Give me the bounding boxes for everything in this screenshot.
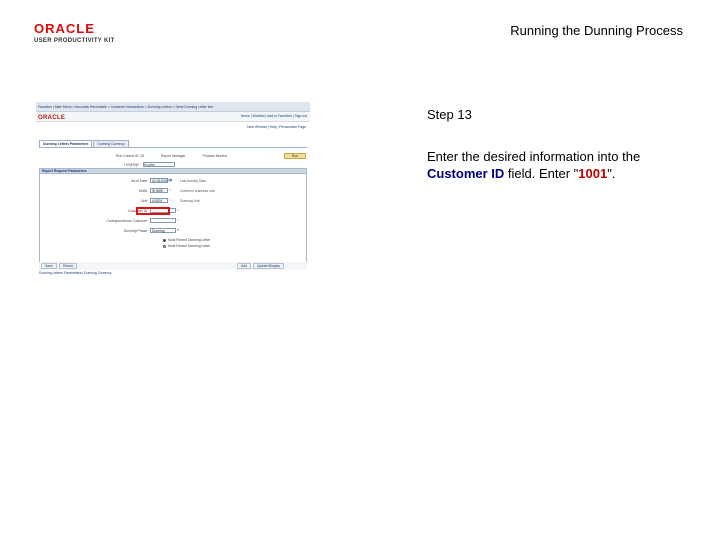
run-control-row bbox=[116, 154, 243, 158]
unit-row bbox=[40, 198, 308, 204]
setid-label: SetID: bbox=[138, 189, 148, 193]
correspondence-customer-row bbox=[40, 218, 308, 224]
logo-product: USER PRODUCTIVITY KIT bbox=[34, 38, 115, 44]
language-row bbox=[124, 162, 175, 167]
unit-desc: Dunning Unit bbox=[180, 199, 200, 203]
chevron-down-icon[interactable]: ▾ bbox=[177, 228, 179, 232]
correspondence-customer-label: Correspondence Customer: bbox=[106, 219, 148, 223]
dunning-phase-select[interactable]: Dunning bbox=[150, 228, 176, 233]
lookup-icon[interactable]: ⌕ bbox=[169, 188, 171, 192]
instruction-text-middle: field. Enter " bbox=[504, 166, 579, 181]
as-of-date-row bbox=[40, 178, 308, 184]
language-label: Language: bbox=[124, 162, 141, 167]
radio-selected-icon[interactable] bbox=[163, 239, 166, 242]
calendar-icon[interactable]: ▦ bbox=[169, 178, 173, 182]
run-button[interactable]: Run bbox=[284, 153, 306, 159]
setid-row bbox=[40, 188, 308, 194]
instruction-text-before: Enter the desired information into the bbox=[427, 149, 641, 164]
tab-divider bbox=[39, 147, 307, 148]
bottom-toolbar bbox=[39, 262, 307, 270]
customer-id-row bbox=[40, 208, 308, 214]
customer-id-label: Customer ID: bbox=[128, 209, 148, 213]
header-bar bbox=[36, 112, 310, 122]
as-of-date-desc: Last Activity Date bbox=[180, 179, 207, 183]
instruction-text-after: ". bbox=[607, 166, 616, 181]
process-monitor-link[interactable]: Process Monitor bbox=[202, 154, 228, 158]
step-label: Step 13 bbox=[427, 107, 472, 122]
setid-desc: Common business unit bbox=[180, 189, 215, 193]
language-value: English bbox=[143, 163, 156, 167]
save-button[interactable]: Save bbox=[41, 263, 57, 269]
step-instruction bbox=[427, 148, 697, 182]
lookup-icon[interactable]: ⌕ bbox=[169, 198, 171, 202]
add-button[interactable]: Add bbox=[237, 263, 251, 269]
customer-id-highlight bbox=[136, 207, 170, 215]
page-tabs bbox=[39, 140, 129, 147]
parameters-section bbox=[39, 174, 307, 267]
menu-bar bbox=[36, 102, 310, 112]
as-of-date-field[interactable]: 01/31/2007 bbox=[152, 179, 169, 183]
report-manager-link[interactable]: Report Manager bbox=[161, 154, 186, 158]
return-button[interactable]: Return bbox=[59, 263, 77, 269]
footer-links[interactable]: Dunning Letters Parameters | Dunning Currency bbox=[39, 271, 112, 275]
tab-dunning-currency[interactable]: Dunning Currency bbox=[93, 140, 128, 147]
page-links[interactable]: New Window | Help | Personalize Page bbox=[247, 125, 306, 129]
header-links[interactable]: Home | Worklist | Add to Favorites | Sign out bbox=[240, 114, 307, 118]
lookup-icon[interactable]: ⌕ bbox=[177, 218, 179, 222]
radio-unselected-icon[interactable] bbox=[163, 245, 166, 248]
radio-option-1-label: Most Recent Dunning Letter bbox=[168, 238, 211, 242]
logo-brand: ORACLE bbox=[34, 21, 95, 36]
instruction-value: 1001 bbox=[578, 166, 608, 181]
section-header: Report Request Parameters bbox=[39, 168, 307, 174]
update-display-button[interactable]: Update/Display bbox=[253, 263, 284, 269]
lookup-icon[interactable]: ⌕ bbox=[177, 208, 179, 212]
app-logo: ORACLE bbox=[38, 115, 66, 121]
radio-option-1[interactable] bbox=[163, 238, 210, 242]
radio-option-2-label: Most Recent Dunning Letter bbox=[168, 244, 211, 248]
slide-title: Running the Dunning Process bbox=[510, 23, 683, 38]
tab-dunning-letters-parameters[interactable]: Dunning Letters Parameters bbox=[39, 140, 92, 147]
menu-breadcrumb[interactable]: Favorites | Main Menu > Accounts Receivable > Customer Interactions > Dunning Letters > Send Dunning Letter Info bbox=[38, 105, 214, 109]
radio-option-2[interactable] bbox=[163, 244, 210, 248]
as-of-date-label: As of Date: bbox=[131, 179, 148, 183]
unit-label: Unit: bbox=[141, 199, 148, 203]
correspondence-customer-field[interactable] bbox=[150, 218, 176, 223]
instruction-field-name: Customer ID bbox=[427, 166, 505, 181]
dunning-phase-row bbox=[40, 228, 308, 234]
dunning-phase-label: Dunning Phase: bbox=[123, 229, 148, 233]
run-control-id: Run Control ID: 25 bbox=[116, 154, 145, 158]
setid-field[interactable]: SHARE bbox=[150, 188, 168, 193]
application-screenshot bbox=[36, 102, 310, 280]
unit-field[interactable]: US001 bbox=[150, 198, 168, 203]
language-select[interactable] bbox=[143, 162, 175, 167]
oracle-upk-logo bbox=[34, 22, 134, 44]
